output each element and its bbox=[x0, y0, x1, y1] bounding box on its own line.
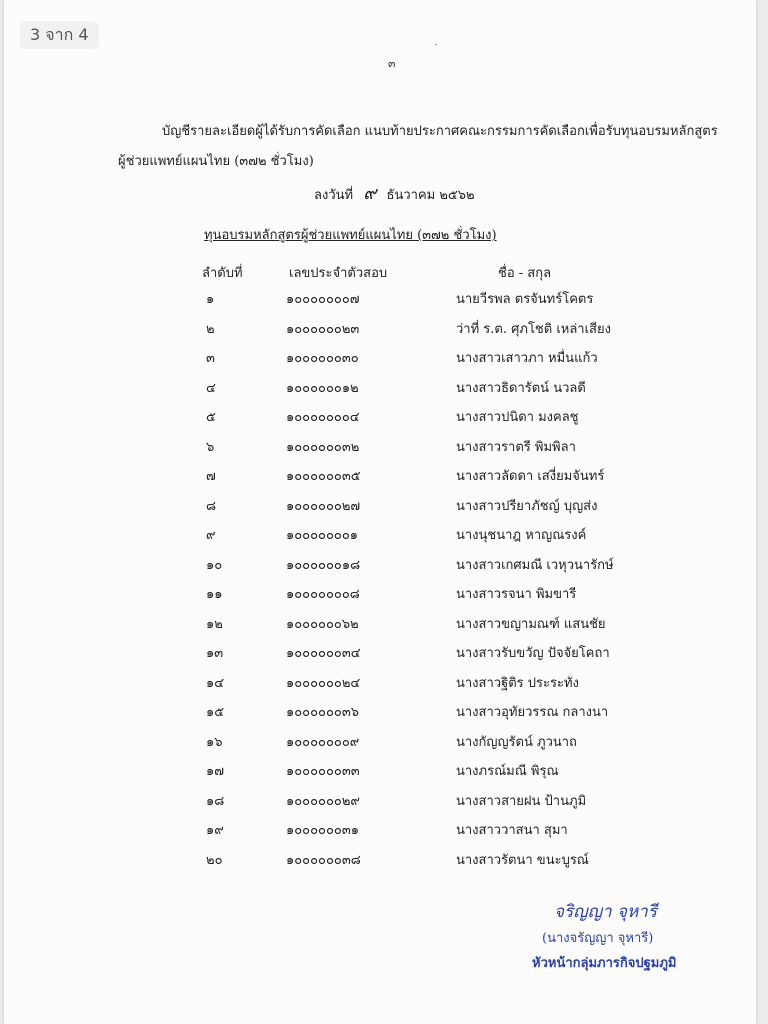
column-header-name: ชื่อ - สกุล bbox=[498, 266, 552, 281]
row-number: ๑๖ bbox=[206, 734, 223, 750]
row-full-name: นางกัญญรัตน์ ภูวนาถ bbox=[456, 734, 577, 750]
row-number: ๑๐ bbox=[206, 557, 223, 573]
row-exam-id: ๑๐๐๐๐๐๐๖๒ bbox=[286, 616, 359, 632]
candidate-list bbox=[4, 288, 756, 878]
row-exam-id: ๑๐๐๐๐๐๐๐๙ bbox=[286, 734, 360, 750]
table-row bbox=[4, 495, 756, 525]
row-full-name: นางสาวสายฝน ป้านภูมิ bbox=[456, 793, 587, 809]
scan-speck bbox=[435, 44, 437, 45]
row-full-name: นางสาวอุทัยวรรณ กลางนา bbox=[456, 705, 609, 720]
row-exam-id: ๑๐๐๐๐๐๐๒๔ bbox=[286, 675, 361, 691]
table-row bbox=[4, 642, 756, 672]
row-full-name: นางภรณ์มณี พิรุณ bbox=[456, 764, 559, 779]
table-row bbox=[4, 347, 756, 377]
row-full-name: นางสาววาสนา สุมา bbox=[456, 823, 568, 838]
row-full-name: ว่าที่ ร.ต. ศุภโชติ เหล่าเสียง bbox=[456, 321, 611, 337]
row-exam-id: ๑๐๐๐๐๐๐๐๔ bbox=[286, 410, 360, 425]
table-row bbox=[4, 377, 756, 407]
row-full-name: นางสาวเสาวภา หมื่นแก้ว bbox=[456, 351, 598, 366]
table-row bbox=[4, 288, 756, 318]
row-full-name: นางสาวปรียาภัชญ์ บุญส่ง bbox=[456, 498, 598, 514]
row-exam-id: ๑๐๐๐๐๐๐๓๐ bbox=[286, 351, 359, 366]
row-number: ๑๗ bbox=[206, 764, 225, 779]
table-row bbox=[4, 524, 756, 554]
table-row bbox=[4, 731, 756, 761]
row-exam-id: ๑๐๐๐๐๐๐๑๘ bbox=[286, 557, 361, 573]
row-number: ๑๘ bbox=[206, 793, 225, 809]
document-title-line-1: บัญชีรายละเอียดผู้ได้รับการคัดเลือก แนบท้ายประกาศคณะกรรมการคัดเลือกเพื่อรับทุนอบรมหลักสูตร bbox=[162, 124, 718, 139]
table-row bbox=[4, 790, 756, 820]
row-exam-id: ๑๐๐๐๐๐๐๓๑ bbox=[286, 823, 359, 838]
row-full-name: นางสาวรับขวัญ ปัจจัยโคถา bbox=[456, 646, 610, 661]
table-row bbox=[4, 849, 756, 879]
table-row bbox=[4, 554, 756, 584]
table-row bbox=[4, 436, 756, 466]
row-full-name: นางสาวราตรี พิมพิลา bbox=[456, 439, 576, 455]
row-exam-id: ๑๐๐๐๐๐๐๒๓ bbox=[286, 321, 360, 337]
date-prefix: ลงวันที่ bbox=[314, 188, 354, 203]
table-row bbox=[4, 465, 756, 495]
row-number: ๑๒ bbox=[206, 616, 223, 632]
row-exam-id: ๑๐๐๐๐๐๐๒๙ bbox=[286, 793, 360, 809]
date-day-handwritten: ๙ bbox=[363, 183, 377, 204]
row-exam-id: ๑๐๐๐๐๐๐๓๔ bbox=[286, 646, 361, 661]
table-row bbox=[4, 406, 756, 436]
table-row bbox=[4, 613, 756, 643]
row-exam-id: ๑๐๐๐๐๐๐๐๘ bbox=[286, 587, 360, 602]
row-exam-id: ๑๐๐๐๐๐๐๓๖ bbox=[286, 705, 359, 720]
signature-block bbox=[532, 898, 682, 973]
row-number: ๑ bbox=[206, 292, 215, 307]
row-exam-id: ๑๐๐๐๐๐๐๑๒ bbox=[286, 380, 359, 396]
page-indicator: 3 จาก 4 bbox=[20, 21, 99, 49]
row-number: ๒๐ bbox=[206, 852, 223, 868]
row-full-name: นางสาวปนิดา มงคลชู bbox=[456, 410, 579, 425]
row-full-name: นางสาวฐิติร ประระทัง bbox=[456, 675, 579, 691]
row-number: ๘ bbox=[206, 498, 217, 514]
row-full-name: นางนุชนาฎ หาญณรงค์ bbox=[456, 528, 587, 543]
page-number: ๓ bbox=[388, 57, 396, 70]
row-full-name: นางสาวลัดดา เสงี่ยมจันทร์ bbox=[456, 469, 605, 484]
row-number: ๗ bbox=[206, 469, 216, 484]
signer-name: (นางจรัญญา จุหารี) bbox=[542, 931, 654, 946]
row-number: ๑๙ bbox=[206, 823, 224, 838]
row-number: ๑๓ bbox=[206, 646, 224, 661]
row-number: ๙ bbox=[206, 528, 216, 543]
table-row bbox=[4, 760, 756, 790]
row-full-name: นางสาวรจนา พิมขารี bbox=[456, 587, 577, 602]
row-number: ๑๕ bbox=[206, 705, 225, 720]
table-row bbox=[4, 583, 756, 613]
row-exam-id: ๑๐๐๐๐๐๐๓๘ bbox=[286, 852, 361, 868]
table-row bbox=[4, 701, 756, 731]
document-date bbox=[314, 178, 475, 207]
row-full-name: นางสาวขญามณฑ์ แสนชัย bbox=[456, 616, 606, 632]
row-exam-id: ๑๐๐๐๐๐๐๓๕ bbox=[286, 469, 361, 484]
row-number: ๒ bbox=[206, 321, 215, 337]
table-row bbox=[4, 672, 756, 702]
row-number: ๓ bbox=[206, 351, 215, 366]
row-number: ๕ bbox=[206, 410, 216, 425]
row-number: ๔ bbox=[206, 380, 216, 396]
document-title-line-2: ผู้ช่วยแพทย์แผนไทย (๓๗๒ ชั่วโมง) bbox=[118, 154, 314, 169]
row-number: ๖ bbox=[206, 439, 215, 455]
row-full-name: นางสาวรัตนา ขนะบูรณ์ bbox=[456, 852, 589, 868]
row-full-name: นางสาวเกศมณี เวหุวนารักษ์ bbox=[456, 557, 614, 573]
row-exam-id: ๑๐๐๐๐๐๐๐๗ bbox=[286, 292, 360, 307]
column-header-number: ลำดับที่ bbox=[202, 266, 243, 281]
section-title: ทุนอบรมหลักสูตรผู้ช่วยแพทย์แผนไทย (๓๗๒ ชั่วโมง) bbox=[204, 228, 497, 243]
row-exam-id: ๑๐๐๐๐๐๐๒๗ bbox=[286, 498, 361, 514]
row-exam-id: ๑๐๐๐๐๐๐๐๑ bbox=[286, 528, 359, 543]
document-page bbox=[4, 0, 756, 1024]
date-month-year: ธันวาคม ๒๕๖๒ bbox=[386, 188, 475, 203]
row-exam-id: ๑๐๐๐๐๐๐๓๓ bbox=[286, 764, 360, 779]
row-full-name: นายวีรพล ตรจันทร์โคตร bbox=[456, 292, 594, 307]
table-row bbox=[4, 819, 756, 849]
handwritten-signature: จริญญา จุหารี bbox=[554, 902, 657, 922]
signer-position: หัวหน้ากลุ่มภารกิจปฐมภูมิ bbox=[532, 956, 677, 971]
column-header-exam-id: เลขประจำตัวสอบ bbox=[289, 266, 388, 281]
row-full-name: นางสาวธิดารัตน์ นวลดี bbox=[456, 380, 586, 396]
row-number: ๑๑ bbox=[206, 587, 223, 602]
row-exam-id: ๑๐๐๐๐๐๐๓๒ bbox=[286, 439, 360, 455]
row-number: ๑๔ bbox=[206, 675, 225, 691]
table-row bbox=[4, 318, 756, 348]
